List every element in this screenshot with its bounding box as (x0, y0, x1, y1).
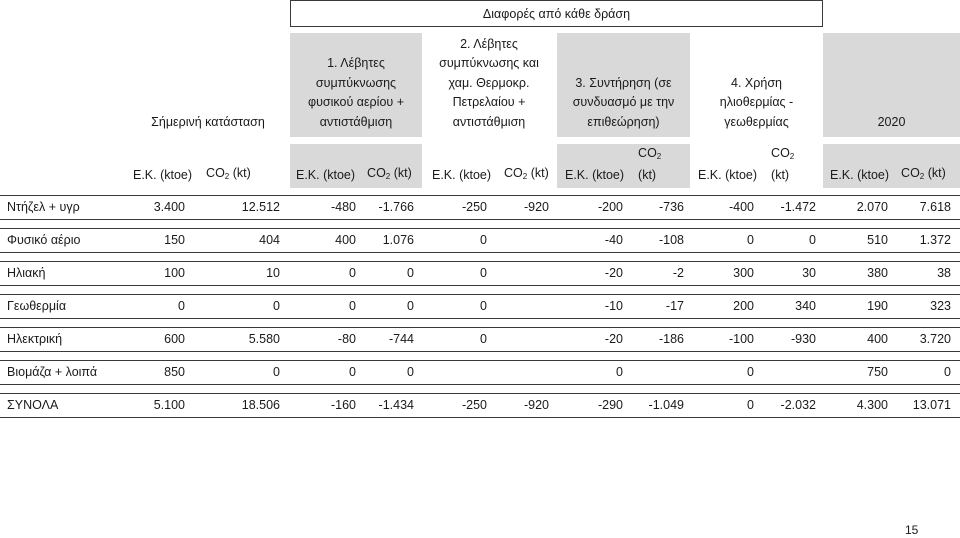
table-cell: -20 (604, 332, 623, 346)
table-cell: 1.076 (382, 233, 414, 247)
subheader-ek: Ε.Κ. (ktoe) (296, 168, 356, 182)
table-cell: 0 (809, 233, 816, 247)
table-cell: 0 (349, 365, 356, 379)
subheader-ek: Ε.Κ. (ktoe) (830, 168, 890, 182)
table-row (0, 327, 960, 352)
table-cell: 300 (733, 266, 754, 280)
header-scenario-4-label: 4. Χρήση ηλιοθερμίας - γεωθερμίας (719, 75, 794, 129)
subheader-co2: $CO_2$ (kt) (638, 146, 662, 182)
table-cell: 0 (747, 398, 754, 412)
header-scenario-2 (425, 33, 553, 137)
table-cell: 100 (164, 266, 185, 280)
table-cell: 0 (944, 365, 951, 379)
table-cell: 0 (349, 299, 356, 313)
table-cell: -480 (330, 200, 356, 214)
header-2020 (823, 33, 960, 137)
table-cell: -250 (461, 200, 487, 214)
header-scenario-2-label: 2. Λέβητες συμπύκνωσης και χαμ. Θερμοκρ. Πετρελαίου + αντιστάθμιση (439, 36, 539, 129)
row-label: Ντήζελ + υγρ (7, 200, 80, 214)
subheader-scenario-4 (690, 144, 823, 188)
table-cell: 150 (164, 233, 185, 247)
subheader-scenario-1 (290, 144, 422, 188)
row-label: Φυσικό αέριο (7, 233, 81, 247)
header-scenario-3-label: 3. Συντήρηση (σε συνδυασμό με την επιθεώρηση) (572, 75, 675, 129)
table-cell: -744 (388, 332, 414, 346)
table-cell: 10 (266, 266, 280, 280)
row-label: ΣΥΝΟΛΑ (7, 398, 59, 412)
table-cell: 0 (273, 299, 280, 313)
table-cell: 0 (349, 266, 356, 280)
table-cell: 3.720 (919, 332, 951, 346)
table-cell: -1.472 (780, 200, 816, 214)
subheader-2020 (823, 144, 960, 188)
subheader-scenario-2 (425, 144, 553, 188)
table-cell: 404 (259, 233, 280, 247)
table-cell: 0 (616, 365, 623, 379)
table-cell: -250 (461, 398, 487, 412)
subheader-ek: Ε.Κ. (ktoe) (698, 168, 758, 182)
table-cell: 0 (178, 299, 185, 313)
table-cell: 0 (480, 233, 487, 247)
table-cell: 0 (480, 332, 487, 346)
subheader-co2: $CO_2$ (kt) (771, 146, 795, 182)
table-row (0, 393, 960, 418)
table-cell: 5.100 (153, 398, 185, 412)
table-cell: -100 (728, 332, 754, 346)
header-scenario-1-label: 1. Λέβητες συμπύκνωσης φυσικού αερίου + αντιστάθμιση (307, 56, 405, 129)
table-cell: -80 (337, 332, 356, 346)
table-cell: -2.032 (780, 398, 816, 412)
table-cell: 0 (480, 299, 487, 313)
table-cell: -1.766 (378, 200, 414, 214)
table-cell: -40 (604, 233, 623, 247)
table-cell: -736 (658, 200, 684, 214)
table-cell: -920 (523, 200, 549, 214)
table-cell: 5.580 (248, 332, 280, 346)
table-cell: 850 (164, 365, 185, 379)
table-cell: 0 (747, 365, 754, 379)
table-cell: -17 (665, 299, 684, 313)
table-cell: 0 (747, 233, 754, 247)
table-cell: -920 (523, 398, 549, 412)
table-cell: 0 (407, 365, 414, 379)
table-cell: 38 (937, 266, 951, 280)
table-cell: 0 (273, 365, 280, 379)
table-cell: 400 (335, 233, 356, 247)
table-row (0, 195, 960, 220)
table-cell: 200 (733, 299, 754, 313)
table-cell: 0 (480, 266, 487, 280)
table-cell: -400 (728, 200, 754, 214)
header-scenario-4 (690, 33, 823, 137)
row-label: Βιομάζα + λοιπά (7, 365, 98, 379)
table-cell: -1.049 (648, 398, 684, 412)
row-label: Γεωθερμία (7, 299, 67, 313)
header-current-label: Σήμερινή κατάσταση (151, 114, 265, 129)
table-cell: 30 (802, 266, 816, 280)
table-cell: -10 (604, 299, 623, 313)
subheader-co2: $CO_2$ (kt) (901, 166, 946, 181)
table-cell: 13.071 (912, 398, 951, 412)
header-scenario-3 (557, 33, 690, 137)
table-cell: 0 (407, 299, 414, 313)
row-label: Ηλιακή (7, 266, 46, 280)
table-cell: -160 (330, 398, 356, 412)
subheader-ek: Ε.Κ. (ktoe) (133, 168, 193, 182)
table-cell: 190 (867, 299, 888, 313)
table-cell: -2 (672, 266, 684, 280)
subheader-co2: $CO_2$ (kt) (206, 166, 251, 181)
subheader-ek: Ε.Κ. (ktoe) (565, 168, 625, 182)
table-row (0, 360, 960, 385)
table-title-text: Διαφορές από κάθε δράση (482, 6, 631, 21)
row-label: Ηλεκτρική (7, 332, 63, 346)
table-row (0, 261, 960, 286)
table-cell: -290 (597, 398, 623, 412)
table-cell: 400 (867, 332, 888, 346)
table-cell: 600 (164, 332, 185, 346)
page-number: 15 (905, 523, 919, 537)
table-cell: 1.372 (919, 233, 951, 247)
table-row (0, 294, 960, 319)
table-cell: -200 (597, 200, 623, 214)
subheader-current (133, 144, 285, 188)
header-current (143, 33, 273, 137)
table-cell: 323 (930, 299, 951, 313)
subheader-ek: Ε.Κ. (ktoe) (432, 168, 492, 182)
table-cell: 510 (867, 233, 888, 247)
table-cell: 18.506 (241, 398, 280, 412)
table-cell: 750 (867, 365, 888, 379)
table-cell: 2.070 (856, 200, 888, 214)
table-title (290, 0, 823, 27)
table-cell: 7.618 (919, 200, 951, 214)
table-cell: -1.434 (378, 398, 414, 412)
table-row (0, 228, 960, 253)
table-cell: -108 (658, 233, 684, 247)
header-scenario-1 (290, 33, 422, 137)
subheader-scenario-3 (557, 144, 690, 188)
table-cell: -930 (790, 332, 816, 346)
subheader-co2: $CO_2$ (kt) (504, 166, 549, 181)
table-cell: 12.512 (241, 200, 280, 214)
table-cell: -186 (658, 332, 684, 346)
table-cell: 3.400 (153, 200, 185, 214)
table-cell: 380 (867, 266, 888, 280)
header-2020-label: 2020 (877, 114, 906, 129)
subheader-co2: $CO_2$ (kt) (367, 166, 412, 181)
table-cell: 0 (407, 266, 414, 280)
table-cell: -20 (604, 266, 623, 280)
table-cell: 4.300 (856, 398, 888, 412)
table-cell: 340 (795, 299, 816, 313)
